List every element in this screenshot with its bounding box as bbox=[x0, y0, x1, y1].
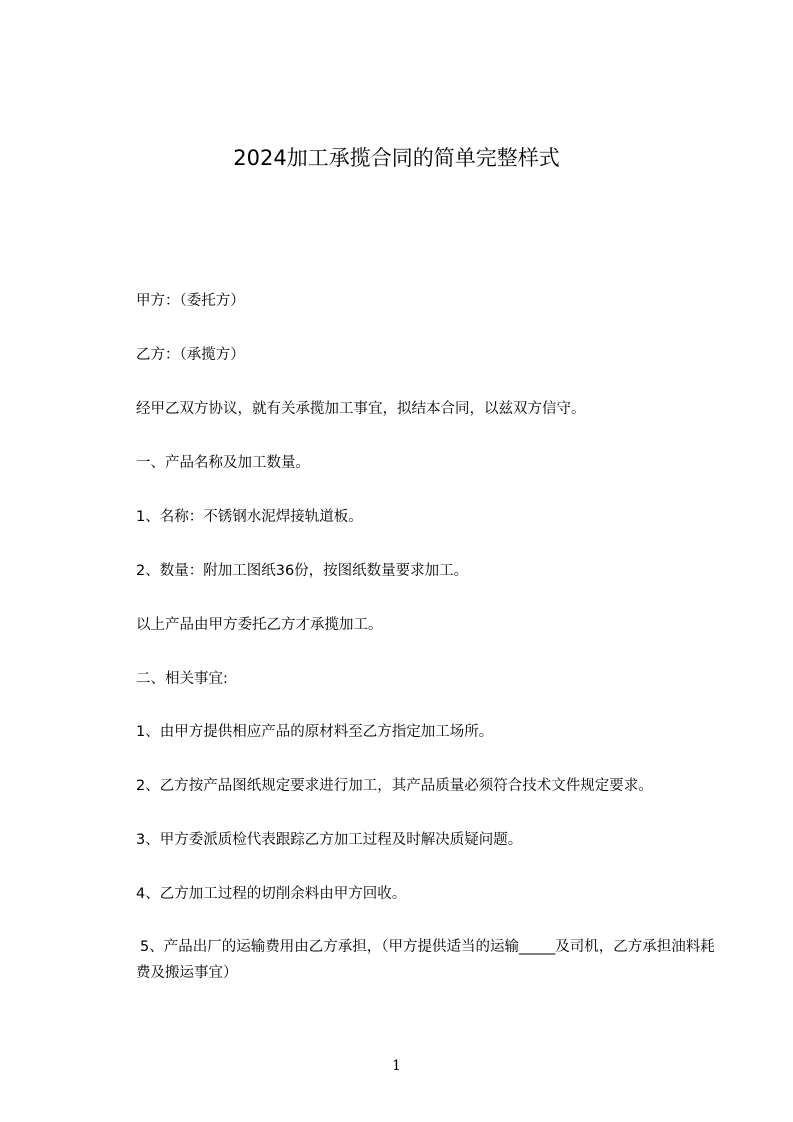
paragraph-intro: 经甲乙双方协议，就有关承揽加工事宜，拟结本合同，以兹双方信守。 bbox=[136, 401, 586, 417]
paragraph-clause-3: 3、甲方委派质检代表跟踪乙方加工过程及时解决质疑问题。 bbox=[136, 832, 523, 848]
paragraph-clause-1: 1、由甲方提供相应产品的原材料至乙方指定加工场所。 bbox=[136, 724, 494, 740]
paragraph-clause-5: 5、产品出厂的运输费用由乙方承担，（甲方提供适当的运输_____及司机，乙方承担油料耗费及搬运事宜） bbox=[136, 939, 715, 981]
document-title: 2024加工承揽合同的简单完整样式 bbox=[233, 146, 560, 170]
paragraph-clause-2: 2、乙方按产品图纸规定要求进行加工，其产品质量必须符合技术文件规定要求。 bbox=[136, 778, 653, 794]
section-heading-1: 一、产品名称及加工数量。 bbox=[136, 455, 310, 471]
paragraph-party-a: 甲方：（委托方） bbox=[136, 293, 245, 309]
paragraph-party-b: 乙方：（承揽方） bbox=[136, 347, 245, 363]
paragraph-clause-4: 4、乙方加工过程的切削余料由甲方回收。 bbox=[136, 886, 407, 902]
page-number: 1 bbox=[392, 1058, 401, 1074]
section-heading-2: 二、相关事宜: bbox=[136, 671, 228, 687]
paragraph-item-quantity: 2、数量：附加工图纸36份，按图纸数量要求加工。 bbox=[136, 563, 469, 579]
paragraph-item-name: 1、名称：不锈钢水泥焊接轨道板。 bbox=[136, 509, 363, 525]
paragraph-commission: 以上产品由甲方委托乙方才承揽加工。 bbox=[136, 617, 383, 633]
